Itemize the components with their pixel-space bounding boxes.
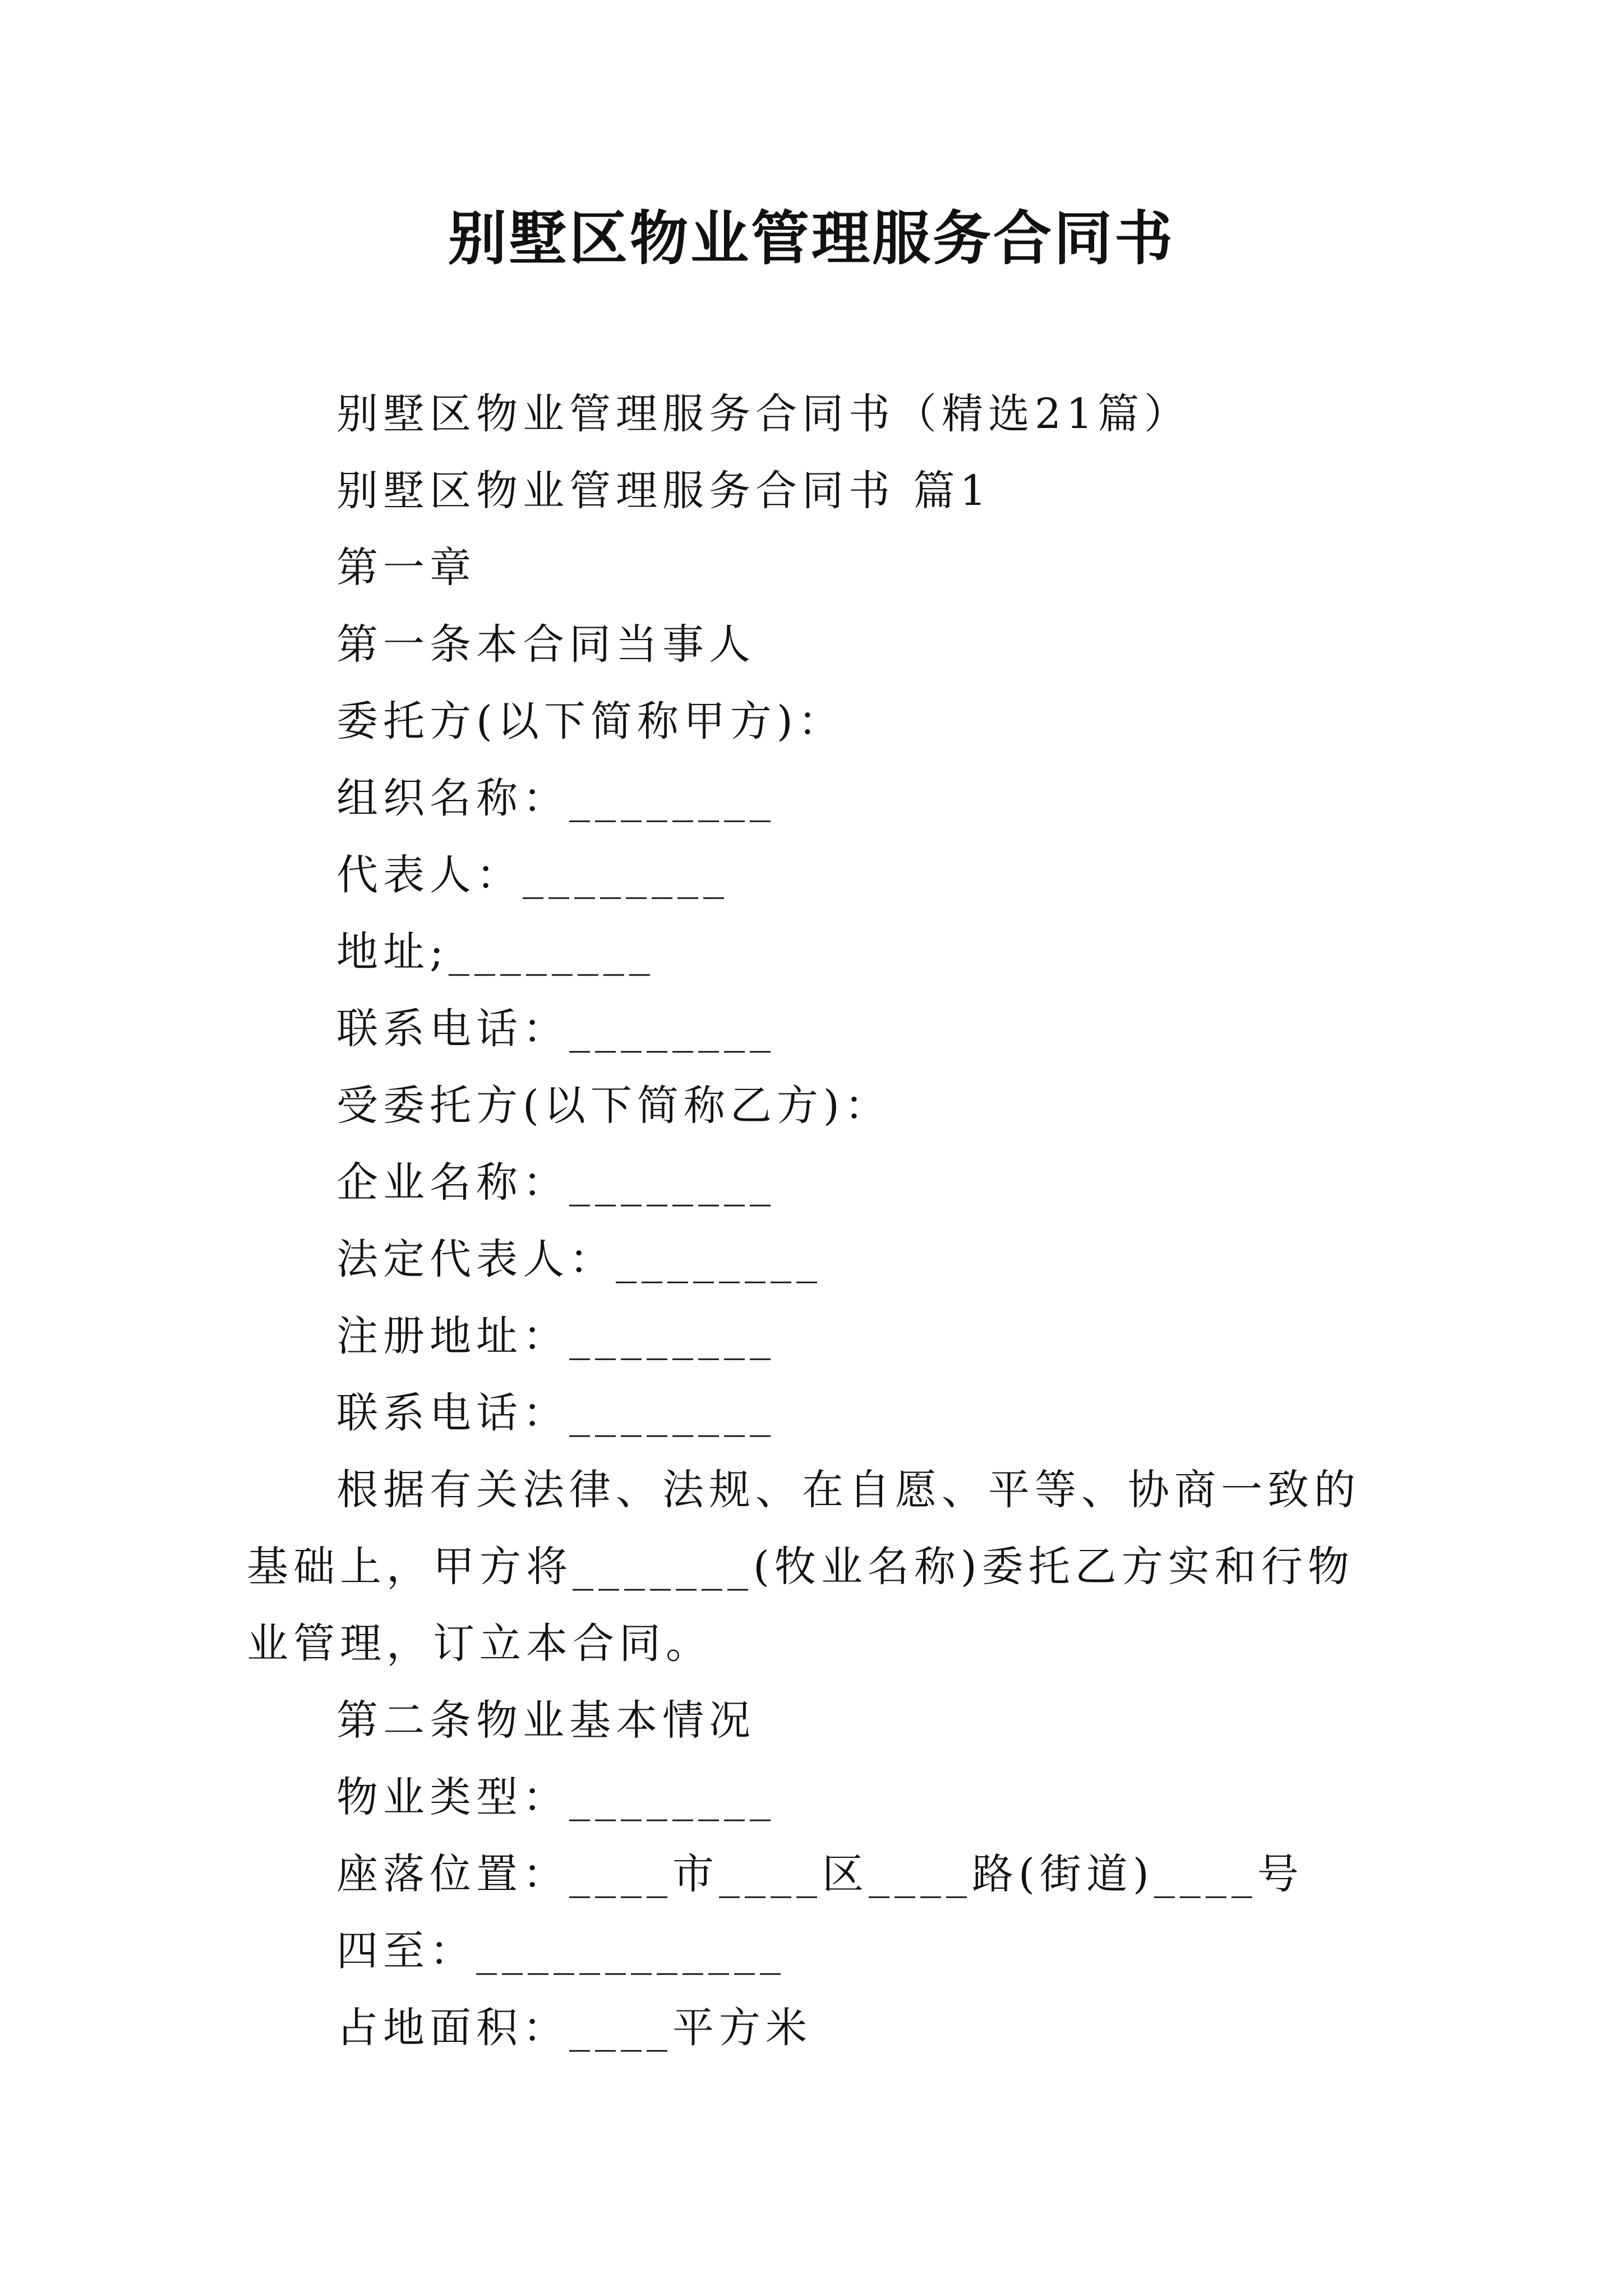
party-b-legal-rep-field: 法定代表人：________ [336,1235,822,1283]
property-boundaries-field: 四至：____________ [336,1927,786,1975]
party-b-phone-field: 联系电话：________ [336,1389,776,1437]
party-a-representative-field: 代表人：________ [336,851,729,899]
article-heading: 第一条本合同当事人 [336,620,755,669]
land-area-field: 占地面积：____平方米 [336,2004,812,2052]
party-a-label: 委托方(以下简称甲方)： [336,697,845,746]
article-two-heading: 第二条物业基本情况 [336,1696,755,1745]
chapter-heading: 第一章 [336,544,476,592]
party-a-org-name-field: 组织名称：________ [336,774,776,822]
party-b-registered-address-field: 注册地址：________ [336,1312,776,1360]
property-location-field: 座落位置：____市____区____路(街道)____号 [336,1850,1304,1898]
document-title: 别墅区物业管理服务合同书 [448,204,1175,273]
section-heading: 别墅区物业管理服务合同书 篇1 [336,467,992,515]
document-body [247,376,1391,2067]
party-b-label: 受委托方(以下简称乙方)： [336,1082,891,1130]
subtitle-line: 别墅区物业管理服务合同书（精选21篇） [336,390,1191,438]
property-type-field: 物业类型：________ [336,1773,776,1821]
party-a-address-field: 地址;________ [336,928,655,976]
party-b-company-name-field: 企业名称：________ [336,1158,776,1207]
agreement-paragraph: 根据有关法律、法规、在自愿、平等、协商一致的基础上，甲方将_______(牧业名称)委托乙方实和行物业管理，订立本合同。 [247,1466,1361,1668]
party-a-phone-field: 联系电话：________ [336,1005,776,1053]
